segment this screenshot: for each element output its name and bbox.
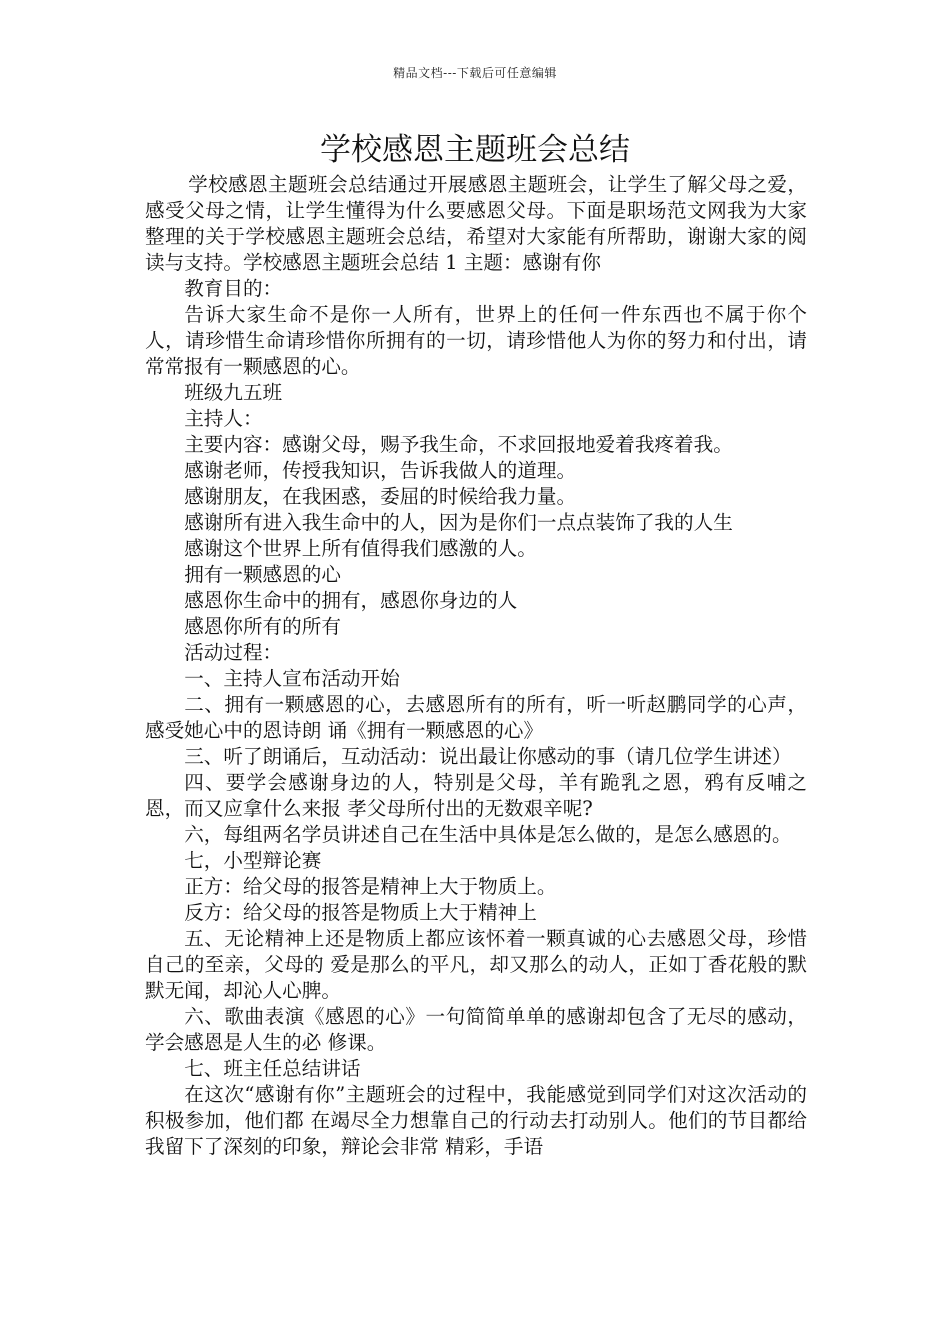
header-note: 精品文档---下载后可任意编辑	[393, 66, 557, 80]
paragraph: 三、听了朗诵后，互动活动：说出最让你感动的事（请几位学生讲述）	[184, 745, 792, 768]
paragraph: 感谢老师，传授我知识，告诉我做人的道理。	[184, 459, 577, 482]
paragraph: 活动过程：	[184, 641, 283, 664]
paragraph: 六、歌曲表演《感恩的心》一句简简单单的感谢却包含了无尽的感动，学会感恩是人生的必 修课。	[145, 1005, 807, 1054]
paragraph: 感恩你所有的所有	[184, 615, 341, 638]
paragraph: 五、无论精神上还是物质上都应该怀着一颗真诚的心去感恩父母，珍惜自己的至亲，父母的 爱是那么的平凡，却又那么的动人，正如丁香花般的默默无闻，却沁人心脾。	[145, 927, 807, 1002]
paragraph: 拥有一颗感恩的心	[184, 563, 341, 586]
paragraph: 二、拥有一颗感恩的心，去感恩所有的所有，听一听赵鹏同学的心声，感受她心中的恩诗朗 诵《拥有一颗感恩的心》	[145, 693, 807, 742]
paragraph: 学校感恩主题班会总结通过开展感恩主题班会，让学生了解父母之爱，感受父母之情，让学生懂得为什么要感恩父母。下面是职场范文网我为大家整理的关于学校感恩主题班会总结，希望对大家能有所帮助，谢谢大家的阅读与支持。学校感恩主题班会总结 1 主题：感谢有你	[145, 173, 807, 274]
paragraph: 七，小型辩论赛	[184, 849, 322, 872]
paragraph: 感谢朋友，在我困惑，委屈的时候给我力量。	[184, 485, 577, 508]
document-title: 学校感恩主题班会总结	[320, 132, 630, 168]
paragraph: 感谢这个世界上所有值得我们感激的人。	[184, 537, 537, 560]
paragraph: 反方：给父母的报答是物质上大于精神上	[184, 901, 537, 924]
paragraph: 一、主持人宣布活动开始	[184, 667, 400, 690]
paragraph: 感谢所有进入我生命中的人，因为是你们一点点装饰了我的人生	[184, 511, 733, 534]
paragraph: 感恩你生命中的拥有，感恩你身边的人	[184, 589, 518, 612]
paragraph: 七、班主任总结讲话	[184, 1057, 361, 1080]
document-body	[145, 172, 807, 1160]
paragraph: 正方：给父母的报答是精神上大于物质上。	[184, 875, 557, 898]
paragraph: 告诉大家生命不是你一人所有，世界上的任何一件东西也不属于你个人，请珍惜生命请珍惜你所拥有的一切，请珍惜他人为你的努力和付出，请常常报有一颗感恩的心。	[145, 303, 807, 378]
paragraph: 教育目的：	[184, 277, 283, 300]
paragraph: 在这次“感谢有你”主题班会的过程中，我能感觉到同学们对这次活动的积极参加，他们都 在竭尽全力想靠自己的行动去打动别人。他们的节目都给我留下了深刻的印象，辩论会非常 精彩，手语	[145, 1083, 807, 1158]
paragraph: 四、要学会感谢身边的人，特别是父母，羊有跪乳之恩，鸦有反哺之恩，而又应拿什么来报 孝父母所付出的无数艰辛呢?	[145, 771, 807, 820]
paragraph: 主要内容：感谢父母，赐予我生命，不求回报地爱着我疼着我。	[184, 433, 733, 456]
paragraph: 六，每组两名学员讲述自己在生活中具体是怎么做的，是怎么感恩的。	[184, 823, 792, 846]
paragraph: 班级九五班	[184, 381, 283, 404]
paragraph: 主持人：	[184, 407, 263, 430]
